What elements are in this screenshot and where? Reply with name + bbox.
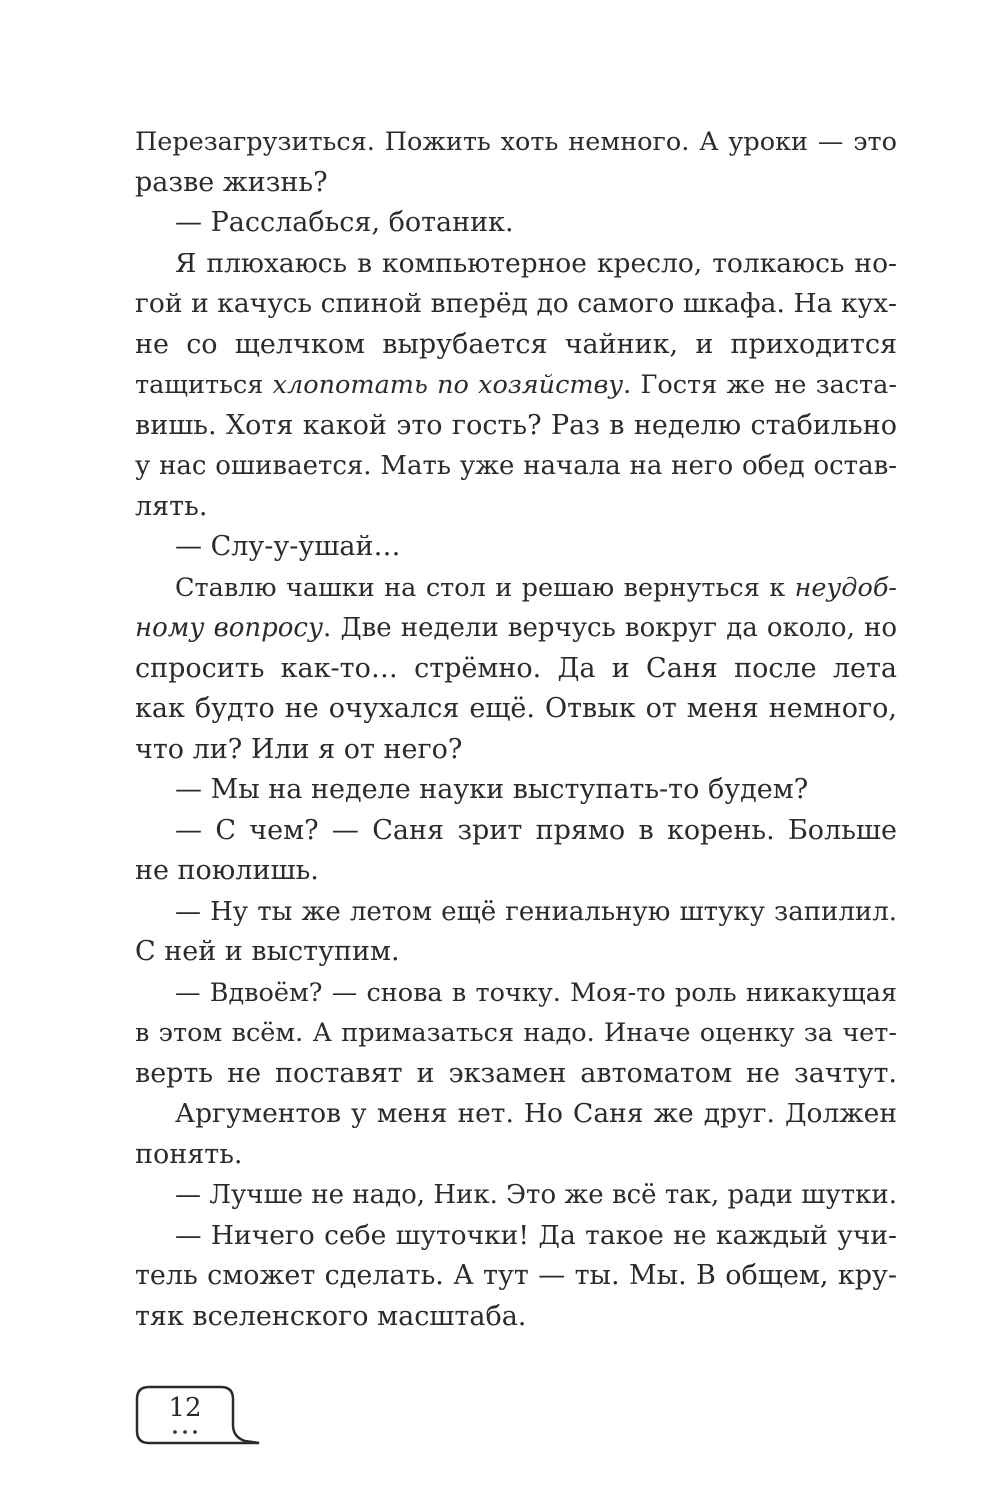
text-fragment: вишь. Хотя какой это гость? Раз в неделю стабильно	[135, 409, 897, 441]
text-fragment: как будто не очухался ещё. Отвык от меня немного,	[135, 693, 897, 724]
text-line	[135, 649, 897, 690]
italic-fragment: неудоб-	[794, 572, 897, 603]
text-fragment: не поюлишь.	[135, 855, 319, 886]
text-fragment: понять.	[135, 1138, 243, 1170]
italic-fragment: хлопотать по хозяйству	[272, 370, 624, 400]
text-fragment: . Гостя же не заста-	[623, 370, 897, 400]
text-fragment: — Лучше не надо, Ник. Это же всё так, ради шутки.	[175, 1180, 897, 1210]
text-fragment: — Ничего себе шуточки! Да такое не каждый учи-	[175, 1219, 897, 1251]
text-line	[135, 203, 897, 244]
text-fragment: — Расслабься, ботаник.	[175, 207, 514, 238]
text-line	[135, 608, 897, 649]
text-line	[135, 730, 897, 771]
text-line	[135, 851, 897, 892]
text-line	[135, 1135, 897, 1176]
text-line	[135, 932, 897, 973]
text-fragment: Ставлю чашки на стол и решаю вернуться к	[175, 572, 795, 603]
text-line	[135, 1256, 897, 1297]
page-number: 12	[168, 1393, 202, 1423]
text-line	[135, 1216, 897, 1257]
text-fragment: — Мы на неделе науки выступать-то будем?	[175, 774, 809, 805]
text-line	[135, 406, 897, 447]
text-fragment: — Вдвоём? — снова в точку. Моя-то роль никакущая	[175, 977, 897, 1008]
text-line	[135, 527, 897, 568]
text-line	[135, 284, 897, 325]
text-fragment: Аргументов у меня нет. Но Саня же друг. Должен	[175, 1098, 897, 1129]
text-line	[135, 487, 897, 528]
text-fragment: Перезагрузиться. Пожить хоть немного. А уроки — это	[135, 127, 897, 157]
text-fragment: С ней и выступим.	[135, 936, 400, 967]
page-number-badge	[135, 1385, 265, 1447]
text-fragment: лять.	[135, 490, 208, 522]
text-line	[135, 244, 897, 285]
text-fragment: спросить как-то… стрёмно. Да и Саня после лета	[135, 652, 897, 684]
text-fragment: что ли? Или я от него?	[135, 733, 463, 765]
text-line	[135, 973, 897, 1014]
body-text	[135, 122, 897, 1337]
text-line	[135, 689, 897, 730]
text-fragment: не со щелчком вырубается чайник, и приходится	[135, 328, 897, 360]
text-line	[135, 1297, 897, 1338]
text-line	[135, 325, 897, 366]
text-fragment: гой и качусь спиной вперёд до самого шкафа. На кух-	[135, 288, 897, 319]
text-line	[135, 1054, 897, 1095]
text-line	[135, 1013, 897, 1054]
text-fragment: тащиться	[135, 370, 273, 400]
text-fragment: разве жизнь?	[135, 166, 328, 198]
text-fragment: . Две недели верчусь вокруг да около, но	[323, 613, 897, 643]
text-fragment: верть не поставят и экзамен автоматом не зачтут.	[135, 1057, 897, 1089]
text-fragment: тяк вселенского масштаба.	[135, 1300, 527, 1332]
text-fragment: — С чем? — Саня зрит прямо в корень. Больше	[175, 814, 897, 846]
text-fragment: — Слу-у-ушай…	[175, 531, 401, 562]
text-line	[135, 892, 897, 933]
text-line	[135, 770, 897, 811]
text-line	[135, 811, 897, 852]
text-line	[135, 163, 897, 204]
text-fragment: тель сможет сделать. А тут — ты. Мы. В общем, кру-	[135, 1260, 897, 1291]
text-fragment: у нас ошивается. Мать уже начала на него обед остав-	[135, 451, 897, 481]
text-fragment: в этом всём. А примазаться надо. Иначе оценку за чет-	[135, 1018, 897, 1048]
text-line	[135, 446, 897, 487]
text-line	[135, 365, 897, 406]
text-fragment: — Ну ты же летом ещё гениальную штуку запилил.	[175, 896, 897, 927]
text-line	[135, 1175, 897, 1216]
italic-fragment: ному вопросу	[135, 613, 324, 643]
text-line	[135, 1094, 897, 1135]
text-line	[135, 568, 897, 609]
text-line	[135, 122, 897, 163]
text-fragment: Я плюхаюсь в компьютерное кресло, толкаюсь но-	[175, 247, 897, 279]
